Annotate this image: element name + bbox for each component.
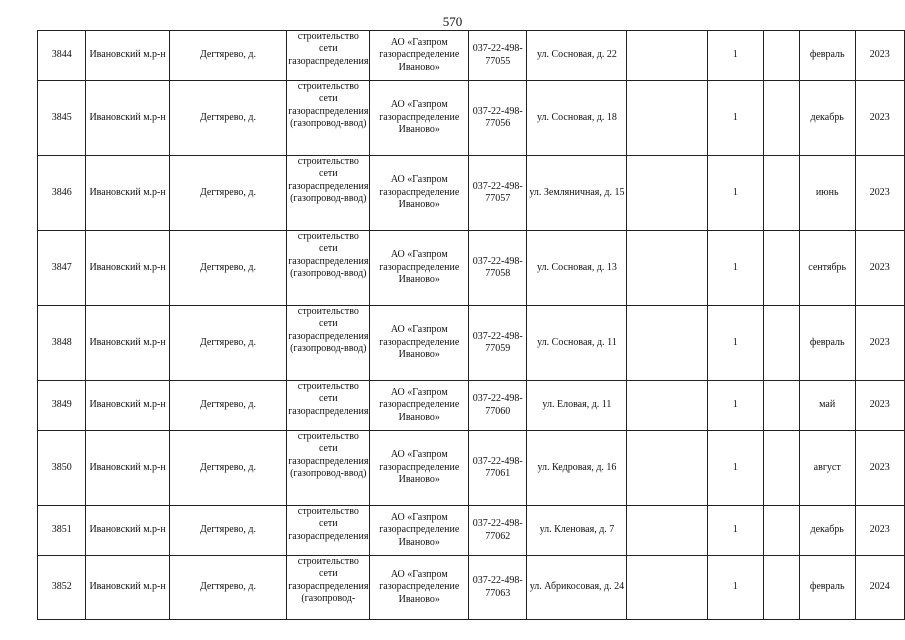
address-cell: ул. Сосновая, д. 13 — [527, 231, 627, 306]
locality-cell: Дегтярево, д. — [169, 306, 286, 381]
month-cell: декабрь — [799, 506, 855, 556]
work-type-cell: строительство сети газораспределения (газопровод-ввод) — [287, 156, 370, 231]
row-number-cell: 3846 — [38, 156, 86, 231]
month-cell: февраль — [799, 556, 855, 620]
work-type-cell: строительство сети газораспределения (газопровод-ввод) — [287, 231, 370, 306]
address-cell: ул. Сосновая, д. 18 — [527, 81, 627, 156]
table-row — [38, 381, 905, 431]
address-cell: ул. Земляничная, д. 15 — [527, 156, 627, 231]
row-number-cell: 3848 — [38, 306, 86, 381]
work-type-cell: строительство сети газораспределения — [287, 506, 370, 556]
district-cell: Ивановский м.р-н — [86, 431, 169, 506]
month-cell: декабрь — [799, 81, 855, 156]
object-code-cell: 037-22-498-77056 — [469, 81, 527, 156]
organization-cell: АО «Газпром газораспределение Иваново» — [370, 31, 469, 81]
object-code-cell: 037-22-498-77063 — [469, 556, 527, 620]
row-number-cell: 3850 — [38, 431, 86, 506]
table-row — [38, 506, 905, 556]
address-cell: ул. Еловая, д. 11 — [527, 381, 627, 431]
address-cell: ул. Абрикосовая, д. 24 — [527, 556, 627, 620]
year-cell: 2023 — [855, 156, 904, 231]
locality-cell: Дегтярево, д. — [169, 506, 286, 556]
empty-cell-2 — [763, 556, 799, 620]
table-row — [38, 81, 905, 156]
year-cell: 2023 — [855, 31, 904, 81]
page-number: 570 — [442, 14, 463, 29]
quantity-cell: 1 — [707, 156, 763, 231]
quantity-cell: 1 — [707, 31, 763, 81]
work-type-cell: строительство сети газораспределения (газопровод- — [287, 556, 370, 620]
organization-cell: АО «Газпром газораспределение Иваново» — [370, 431, 469, 506]
quantity-cell: 1 — [707, 556, 763, 620]
empty-cell-2 — [763, 31, 799, 81]
empty-cell-2 — [763, 156, 799, 231]
quantity-cell: 1 — [707, 431, 763, 506]
work-type-cell: строительство сети газораспределения — [287, 31, 370, 81]
month-cell: май — [799, 381, 855, 431]
month-cell: июнь — [799, 156, 855, 231]
month-cell: февраль — [799, 306, 855, 381]
year-cell: 2023 — [855, 506, 904, 556]
table-row — [38, 156, 905, 231]
work-type-cell: строительство сети газораспределения (газопровод-ввод) — [287, 306, 370, 381]
locality-cell: Дегтярево, д. — [169, 31, 286, 81]
empty-cell-1 — [627, 231, 707, 306]
row-number-cell: 3845 — [38, 81, 86, 156]
locality-cell: Дегтярево, д. — [169, 156, 286, 231]
table-row — [38, 31, 905, 81]
table-row — [38, 431, 905, 506]
year-cell: 2023 — [855, 231, 904, 306]
row-number-cell: 3851 — [38, 506, 86, 556]
month-cell: август — [799, 431, 855, 506]
table-body — [38, 31, 905, 620]
object-code-cell: 037-22-498-77057 — [469, 156, 527, 231]
table-row — [38, 231, 905, 306]
month-cell: февраль — [799, 31, 855, 81]
address-cell: ул. Кленовая, д. 7 — [527, 506, 627, 556]
work-type-cell: строительство сети газораспределения — [287, 381, 370, 431]
empty-cell-2 — [763, 231, 799, 306]
empty-cell-2 — [763, 381, 799, 431]
organization-cell: АО «Газпром газораспределение Иваново» — [370, 81, 469, 156]
organization-cell: АО «Газпром газораспределение Иваново» — [370, 556, 469, 620]
empty-cell-1 — [627, 381, 707, 431]
organization-cell: АО «Газпром газораспределение Иваново» — [370, 231, 469, 306]
row-number-cell: 3844 — [38, 31, 86, 81]
address-cell: ул. Сосновая, д. 11 — [527, 306, 627, 381]
organization-cell: АО «Газпром газораспределение Иваново» — [370, 506, 469, 556]
address-cell: ул. Кедровая, д. 16 — [527, 431, 627, 506]
row-number-cell: 3849 — [38, 381, 86, 431]
work-type-cell: строительство сети газораспределения (газопровод-ввод) — [287, 431, 370, 506]
district-cell: Ивановский м.р-н — [86, 381, 169, 431]
work-type-cell: строительство сети газораспределения (газопровод-ввод) — [287, 81, 370, 156]
locality-cell: Дегтярево, д. — [169, 556, 286, 620]
empty-cell-1 — [627, 556, 707, 620]
object-code-cell: 037-22-498-77058 — [469, 231, 527, 306]
year-cell: 2023 — [855, 81, 904, 156]
district-cell: Ивановский м.р-н — [86, 31, 169, 81]
empty-cell-2 — [763, 81, 799, 156]
district-cell: Ивановский м.р-н — [86, 231, 169, 306]
address-cell: ул. Сосновая, д. 22 — [527, 31, 627, 81]
empty-cell-2 — [763, 506, 799, 556]
district-cell: Ивановский м.р-н — [86, 506, 169, 556]
table-row — [38, 556, 905, 620]
organization-cell: АО «Газпром газораспределение Иваново» — [370, 306, 469, 381]
empty-cell-1 — [627, 431, 707, 506]
locality-cell: Дегтярево, д. — [169, 431, 286, 506]
district-cell: Ивановский м.р-н — [86, 306, 169, 381]
table-row — [38, 306, 905, 381]
quantity-cell: 1 — [707, 81, 763, 156]
object-code-cell: 037-22-498-77055 — [469, 31, 527, 81]
object-code-cell: 037-22-498-77062 — [469, 506, 527, 556]
row-number-cell: 3852 — [38, 556, 86, 620]
month-cell: сентябрь — [799, 231, 855, 306]
year-cell: 2023 — [855, 306, 904, 381]
year-cell: 2024 — [855, 556, 904, 620]
row-number-cell: 3847 — [38, 231, 86, 306]
quantity-cell: 1 — [707, 506, 763, 556]
empty-cell-1 — [627, 156, 707, 231]
quantity-cell: 1 — [707, 231, 763, 306]
object-code-cell: 037-22-498-77061 — [469, 431, 527, 506]
object-code-cell: 037-22-498-77059 — [469, 306, 527, 381]
organization-cell: АО «Газпром газораспределение Иваново» — [370, 381, 469, 431]
year-cell: 2023 — [855, 381, 904, 431]
year-cell: 2023 — [855, 431, 904, 506]
district-cell: Ивановский м.р-н — [86, 156, 169, 231]
quantity-cell: 1 — [707, 381, 763, 431]
empty-cell-1 — [627, 31, 707, 81]
locality-cell: Дегтярево, д. — [169, 381, 286, 431]
empty-cell-2 — [763, 431, 799, 506]
locality-cell: Дегтярево, д. — [169, 81, 286, 156]
organization-cell: АО «Газпром газораспределение Иваново» — [370, 156, 469, 231]
empty-cell-1 — [627, 506, 707, 556]
empty-cell-2 — [763, 306, 799, 381]
empty-cell-1 — [627, 306, 707, 381]
locality-cell: Дегтярево, д. — [169, 231, 286, 306]
empty-cell-1 — [627, 81, 707, 156]
quantity-cell: 1 — [707, 306, 763, 381]
district-cell: Ивановский м.р-н — [86, 81, 169, 156]
object-code-cell: 037-22-498-77060 — [469, 381, 527, 431]
gas-connection-table — [37, 30, 905, 620]
district-cell: Ивановский м.р-н — [86, 556, 169, 620]
